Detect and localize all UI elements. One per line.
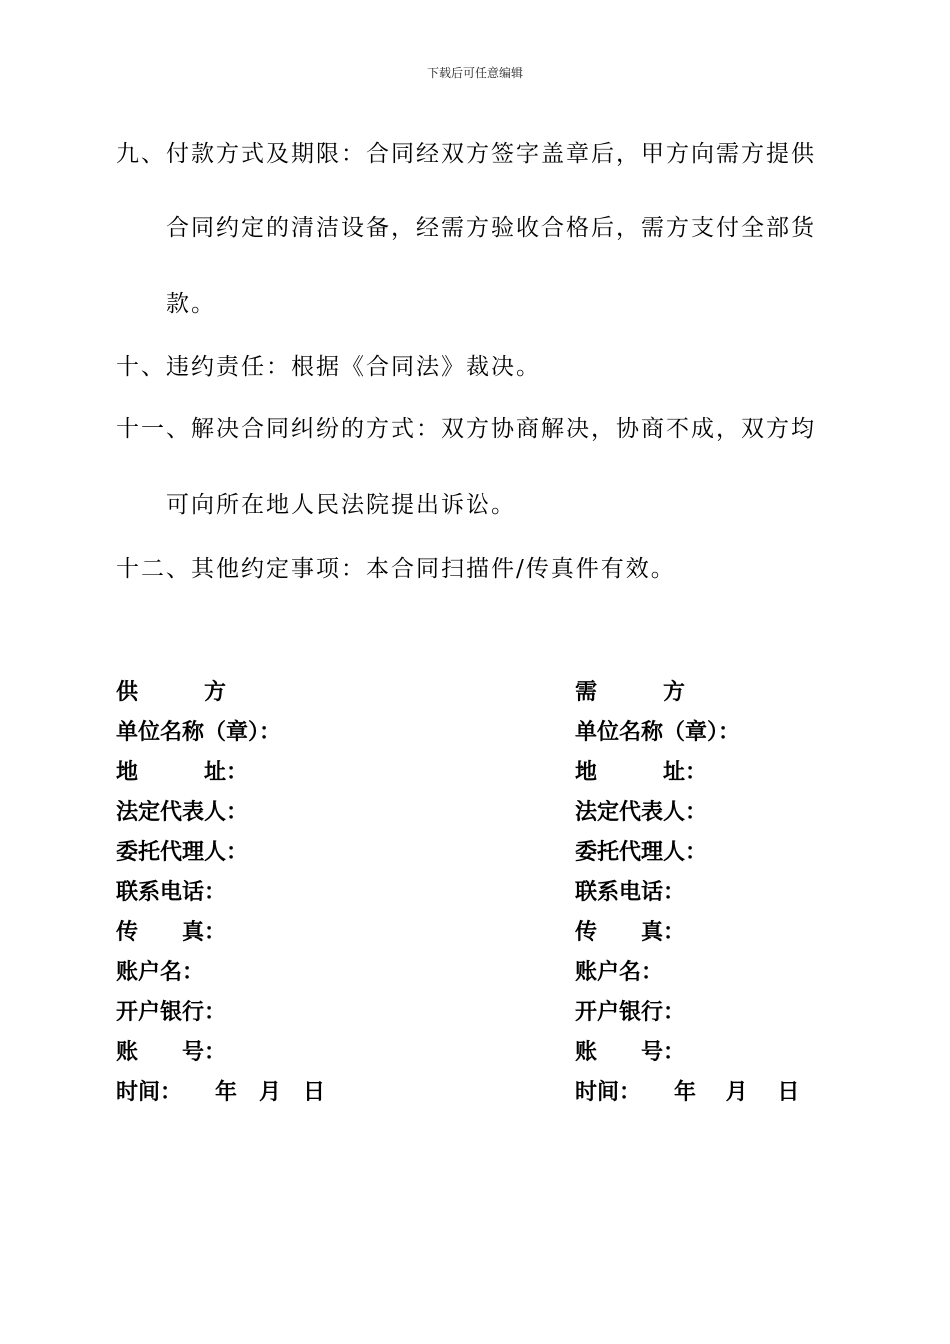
buyer-unit-name: 单位名称（章）：	[575, 720, 741, 745]
clause-11-line-2: 可向所在地人民法院提出诉讼。	[166, 492, 516, 518]
clause-9-line-1: 九、付款方式及期限：合同经双方签字盖章后，甲方向需方提供	[116, 141, 816, 167]
supplier-account-no: 账 号：	[116, 1040, 227, 1065]
clause-9-line-2: 合同约定的清洁设备，经需方验收合格后，需方支付全部货	[166, 215, 816, 241]
buyer-account-name: 账户名：	[575, 960, 664, 985]
supplier-phone: 联系电话：	[116, 880, 227, 905]
supplier-agent: 委托代理人：	[116, 840, 249, 865]
supplier-title: 供 方	[116, 680, 227, 705]
supplier-date: 时间： 年 月 日	[116, 1080, 326, 1105]
buyer-signature-block	[575, 676, 905, 1116]
supplier-bank: 开户银行：	[116, 1000, 227, 1025]
clause-10-line-1: 十、违约责任：根据《合同法》裁决。	[116, 354, 541, 380]
supplier-legal-rep: 法定代表人：	[116, 800, 249, 825]
buyer-address: 地 址：	[575, 760, 708, 785]
buyer-phone: 联系电话：	[575, 880, 686, 905]
clause-12-line-1: 十二、其他约定事项：本合同扫描件/传真件有效。	[116, 556, 676, 582]
buyer-fax: 传 真：	[575, 920, 686, 945]
supplier-signature-block	[116, 676, 446, 1116]
supplier-unit-name: 单位名称（章）：	[116, 720, 282, 745]
clause-9-line-3: 款。	[166, 291, 216, 317]
buyer-agent: 委托代理人：	[575, 840, 708, 865]
buyer-account-no: 账 号：	[575, 1040, 686, 1065]
buyer-title: 需 方	[575, 680, 686, 705]
buyer-date: 时间： 年 月 日	[575, 1080, 800, 1105]
supplier-address: 地 址：	[116, 760, 249, 785]
header-note: 下载后可任意编辑	[426, 66, 523, 80]
buyer-bank: 开户银行：	[575, 1000, 686, 1025]
supplier-fax: 传 真：	[116, 920, 227, 945]
buyer-legal-rep: 法定代表人：	[575, 800, 708, 825]
clause-11-line-1: 十一、解决合同纠纷的方式：双方协商解决，协商不成，双方均	[116, 416, 816, 442]
supplier-account-name: 账户名：	[116, 960, 205, 985]
